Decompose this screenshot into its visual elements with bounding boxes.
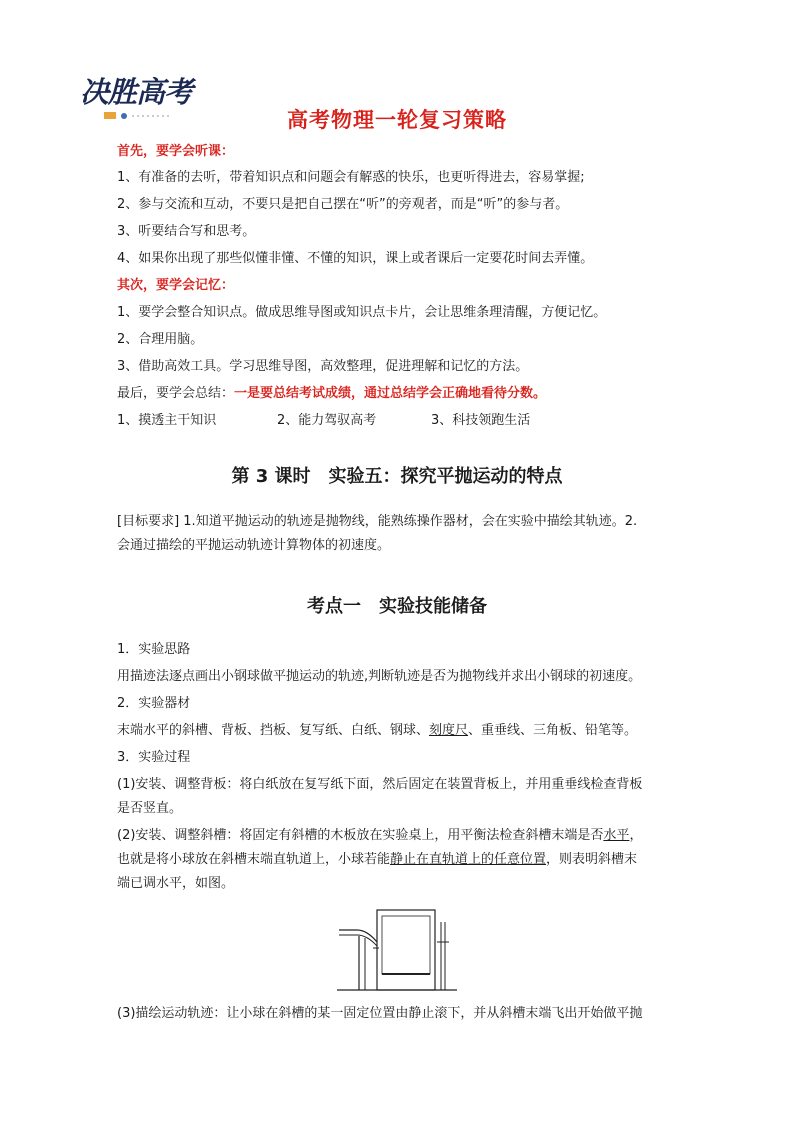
step-1-line1: (1)安装、调整背板：将白纸放在复写纸下面，然后固定在装置背板上，并用重垂线检查背板 [117,777,643,792]
logo-text: 决胜高考 [80,75,193,109]
skill-item: 1、摸透主干知识 [117,413,217,428]
list-item: 4、如果你出现了那些似懂非懂、不懂的知识，课上或者课后一定要花时间去弄懂。 [117,251,594,266]
step-2-line3: 端已调水平，如图。 [117,876,235,891]
list-item: 3、借助高效工具。学习思维导图，高效整理，促进理解和记忆的方法。 [117,359,529,374]
content-block [117,638,680,896]
step-1-line2: 是否竖直。 [117,801,183,816]
underlined-text: 水平 [603,828,630,843]
list-item: 1、有准备的去听，带着知识点和问题会有解惑的快乐，也更听得进去，容易掌握; [117,170,585,185]
section-head-memory: 其次，要学会记忆： [117,278,235,293]
underlined-text: 静止在直轨道上的任意位置 [390,852,547,867]
text: ， [629,828,643,843]
paragraph-equipment [117,719,680,743]
goal-line2: 会通过描绘的平抛运动轨迹计算物体的初速度。 [117,538,391,553]
list-item: 2、参与交流和互动，不要只是把自己摆在“听”的旁观者，而是“听”的参与者。 [117,197,569,212]
step-3-line: (3)描绘运动轨迹：让小球在斜槽的某一固定位置由静止滚下，并从斜槽末端飞出开始做平抛 [117,1006,643,1021]
summary-prefix: 最后，要学会总结： [117,386,235,401]
text: ，则表明斜槽末 [546,852,638,867]
list-item: 3、听要结合写和思考。 [117,224,256,239]
goal-label: [目标要求] [117,514,180,529]
text: 也就是将小球放在斜槽末端直轨道上，小球若能 [117,852,391,867]
summary-highlight: 一是要总结考试成绩，通过总结学会正确地看待分数。 [234,386,547,401]
step-2-line2 [117,848,680,872]
list-item: 2、合理用脑。 [117,332,204,347]
step-2-line1 [117,824,680,848]
section-head-listen: 首先，要学会听课： [117,144,235,159]
skill-item: 2、能力驾驭高考 [277,413,377,428]
underlined-text: 刻度尺 [429,723,469,738]
section-title: 考点一 实验技能储备 [307,596,487,617]
summary-line [117,384,546,404]
skills-row [117,411,530,431]
text: 、重垂线、三角板、铅笔等。 [468,723,638,738]
heading-idea: 1．实验思路 [117,642,191,657]
paragraph-idea: 用描迹法逐点画出小钢球做平抛运动的轨迹,判断轨迹是否为抛物线并求出小钢球的初速度。 [117,669,642,684]
goal-line1: 1.知道平抛运动的轨迹是抛物线，能熟练操作器材，会在实验中描绘其轨迹。2. [179,514,638,529]
heading-equipment: 2．实验器材 [117,696,191,711]
apparatus-figure [337,902,457,994]
text: 末端水平的斜槽、背板、挡板、复写纸、白纸、钢球、 [117,723,430,738]
skill-item: 3、科技领跑生活 [431,413,531,428]
heading-process: 3．实验过程 [117,750,191,765]
lesson-title: 第 3 课时 实验五：探究平抛运动的特点 [231,466,563,487]
goal-paragraph [117,510,680,558]
text: (2)安装、调整斜槽：将固定有斜槽的木板放在实验桌上，用平衡法检查斜槽末端是否 [117,828,604,843]
page-title: 高考物理一轮复习策略 [287,108,507,132]
list-item: 1、要学会整合知识点。做成思维导图或知识点卡片，会让思维条理清醒，方便记忆。 [117,305,607,320]
